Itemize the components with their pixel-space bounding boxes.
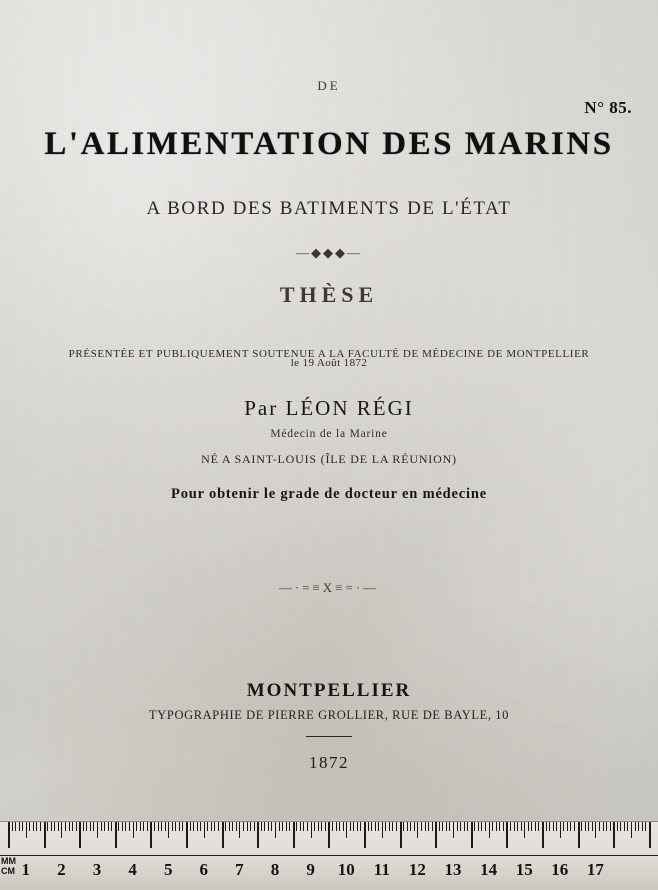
ruler-number: 12 [408,860,426,879]
ruler-tick [560,822,561,838]
ruler-tick [58,822,59,831]
ruler-tick [449,822,450,831]
ruler-tick [12,822,13,831]
ruler-tick [140,822,141,831]
ruler-tick [563,822,564,831]
ruler-tick [279,822,280,831]
ruler-number: 3 [92,860,102,879]
ruler-tick [133,822,134,838]
ruler-tick [254,822,255,831]
ruler-tick [19,822,20,831]
ruler-tick [61,822,62,838]
ruler-tick [603,822,604,831]
ruler-tick [407,822,408,831]
ruler-number: 11 [373,860,390,879]
ruler-tick [439,822,440,831]
author-role: Médecin de la Marine [270,428,388,440]
ruler-tick [421,822,422,831]
ruler-tick [97,822,98,838]
ruler-tick [506,822,508,848]
ruler-tick [328,822,330,848]
ruler-tick [65,822,66,831]
ruler-number: 15 [515,860,533,879]
author-birthplace: NÉ A SAINT-LOUIS (ÎLE DE LA RÉUNION) [201,452,457,466]
ruler-tick [300,822,301,831]
ruler-tick [635,822,636,831]
ruler-tick [197,822,198,831]
ruler-tick [585,822,586,831]
ruler-tick [592,822,593,831]
ruler-tick [574,822,575,831]
ruler-tick [165,822,166,831]
ruler-tick [549,822,550,831]
ruler-number: 1 [21,860,31,879]
ruler-tick [26,822,27,838]
ruler-tick [357,822,358,831]
ruler-tick [588,822,589,831]
ruler-tick [471,822,473,848]
ruler-tick [538,822,539,831]
page-subtitle: A BORD DES BATIMENTS DE L'ÉTAT [146,198,512,219]
ruler-tick [229,822,230,831]
ruler-tick [172,822,173,831]
author-name: Par LÉON RÉGI [244,396,414,420]
ruler-tick [222,822,224,848]
ruler-tick [453,822,454,838]
these-heading: THÈSE [279,282,379,307]
ruler-tick [378,822,379,831]
ruler-tick [606,822,607,831]
ruler-tick [318,822,319,831]
ruler-tick [186,822,188,848]
ruler-tick [250,822,251,831]
defense-date: le 19 Août 1872 [290,357,368,369]
ruler-tick [44,822,46,848]
ruler-tick [232,822,233,831]
ruler-tick [610,822,611,831]
ruler-tick [83,822,84,831]
ruler-tick [556,822,557,831]
ruler-tick [446,822,447,831]
ruler-number: 5 [163,860,173,879]
ruler-tick [325,822,326,831]
ruler-tick [122,822,123,831]
ruler-tick [336,822,337,831]
ruler-tick [467,822,468,831]
ruler-tick [542,822,544,848]
ruler-tick [414,822,415,831]
ruler-unit-label [1,856,16,876]
ruler-tick [296,822,297,831]
ruler-tick [360,822,361,831]
ruler-tick [264,822,265,831]
ruler-tick [489,822,490,838]
ruler-tick [158,822,159,831]
ruler-tick [275,822,276,838]
ruler-tick [182,822,183,831]
ruler-tick [578,822,580,848]
ruler-tick [303,822,304,831]
ruler-tick [108,822,109,831]
ruler-number: 4 [128,860,137,879]
ruler-tick [15,822,16,831]
ruler-tick [168,822,169,838]
degree-purpose: Pour obtenir le grade de docteur en médecine [171,486,487,502]
ruler-number: 17 [586,860,604,879]
ruler-tick [54,822,55,831]
ruler-tick [521,822,522,831]
ruler-tick [190,822,191,831]
ruler-tick [599,822,600,831]
ruler-tick [492,822,493,831]
ruler-ticks [0,822,658,856]
ruler-tick [211,822,212,831]
ruler-tick [8,822,10,848]
ruler-tick [371,822,372,831]
ruler-tick [136,822,137,831]
ruler-tick [243,822,244,831]
ruler-tick [531,822,532,831]
ruler-tick [161,822,162,831]
ruler-tick [33,822,34,831]
ruler-tick [382,822,383,838]
presentation-statement: PRÉSENTÉE ET PUBLIQUEMENT SOUTENUE A LA FACULTÉ DE MÉDECINE DE MONTPELLIER [68,348,590,360]
ruler-tick [496,822,497,831]
ruler-tick [570,822,571,831]
ruler-tick [40,822,41,831]
ruler-tick [207,822,208,831]
printer-imprint: TYPOGRAPHIE DE PIERRE GROLLIER, RUE DE BAYLE, 10 [149,708,509,722]
ruler-unit-cm: CM [1,866,15,876]
ruler-number: 9 [306,860,315,879]
ruler-tick [627,822,628,831]
ruler-tick [617,822,618,831]
ruler-tick [218,822,219,831]
ruler-tick [282,822,283,831]
ruler-tick [22,822,23,831]
ruler-tick [69,822,70,831]
ruler-tick [311,822,312,838]
ruler-tick [286,822,287,831]
ruler-tick [638,822,639,831]
ruler-tick [193,822,194,831]
ruler-tick [613,822,615,848]
ruler-tick [332,822,333,831]
ruler-number: 2 [57,860,66,879]
ruler-tick [396,822,397,831]
ruler-tick [343,822,344,831]
ruler-tick [111,822,112,831]
ruler-tick [51,822,52,831]
ruler-tick [350,822,351,831]
ruler-tick [432,822,433,831]
ruler-tick [464,822,465,831]
ruler-tick [364,822,366,848]
ornament-divider-top-icon: —◆◆◆— [296,245,362,260]
ruler-tick [410,822,411,831]
ruler-tick [29,822,30,831]
ruler-tick [204,822,205,838]
ruler-tick [503,822,504,831]
ruler-tick [368,822,369,831]
ruler-tick [90,822,91,831]
ruler-labels [0,856,658,890]
ruler-tick [375,822,376,831]
ruler-tick [150,822,152,848]
ruler-tick [400,822,402,848]
ruler-tick [485,822,486,831]
ruler-tick [93,822,94,831]
ruler-tick [225,822,226,831]
ruler-tick [125,822,126,831]
ruler-tick [442,822,443,831]
ruler-tick [200,822,201,831]
ruler-number: 14 [480,860,498,879]
ruler-tick [517,822,518,831]
ruler-tick [115,822,117,848]
ruler-tick [247,822,248,831]
ruler-tick [645,822,646,831]
ruler-tick [528,822,529,831]
ruler-tick [535,822,536,831]
publication-year: 1872 [309,753,349,772]
ruler-tick [435,822,437,848]
ruler-tick [118,822,119,831]
ruler-tick [236,822,237,831]
ruler-tick [481,822,482,831]
ruler-tick [321,822,322,831]
ruler-tick [179,822,180,831]
ruler-number: 10 [337,860,355,879]
ruler-tick [546,822,547,831]
ruler-tick [581,822,582,831]
ruler-tick [389,822,390,831]
ruler-tick [624,822,625,831]
ruler-tick [314,822,315,831]
ruler-tick [457,822,458,831]
ruler-tick [101,822,102,831]
ruler-tick [510,822,511,831]
ruler-tick [385,822,386,831]
ruler-tick [642,822,643,831]
ruler-tick [417,822,418,838]
ruler-number: 7 [235,860,244,879]
ruler-tick [307,822,308,831]
ruler-number: 13 [444,860,462,879]
ruler-tick [499,822,500,831]
ruler-tick [403,822,404,831]
ruler-tick [649,822,651,848]
ruler-tick [239,822,240,838]
ruler-tick [154,822,155,831]
ruler-tick [289,822,290,831]
ruler-number: 6 [199,860,209,879]
ruler-tick [175,822,176,831]
ruler-tick [425,822,426,831]
ruler-number: 16 [551,860,569,879]
ruler-tick [47,822,48,831]
ruler-tick [129,822,130,831]
ruler-tick [478,822,479,831]
ruler-tick [271,822,272,831]
ruler-tick [474,822,475,831]
ruler-number: 8 [270,860,280,879]
ruler-tick [567,822,568,831]
scale-ruler [0,821,658,890]
publication-city: MONTPELLIER [246,680,412,701]
ruler-tick [392,822,393,831]
preposition-de: DE [317,78,341,93]
ruler-tick [293,822,295,848]
ruler-tick [353,822,354,831]
ruler-tick [553,822,554,831]
ruler-tick [346,822,347,838]
page-title: L'ALIMENTATION DES MARINS [44,126,614,162]
ruler-tick [524,822,525,838]
ruler-tick [72,822,73,831]
ruler-tick [620,822,621,831]
ruler-tick [76,822,77,831]
ruler-tick [261,822,262,831]
ruler-tick [257,822,259,848]
ruler-tick [428,822,429,831]
ruler-tick [79,822,81,848]
ruler-tick [143,822,144,831]
ruler-tick [104,822,105,831]
ruler-tick [147,822,148,831]
ruler-tick [595,822,596,838]
catalog-number: N° 85. [584,98,632,117]
ruler-tick [214,822,215,831]
imprint-rule [306,736,352,737]
ruler-tick [36,822,37,831]
ruler-tick [268,822,269,831]
ornament-divider-bottom-icon: —·=≡X≡=·— [278,580,380,595]
ruler-tick [631,822,632,838]
ruler-tick [339,822,340,831]
ruler-tick [460,822,461,831]
ruler-unit-mm: MM [1,856,16,866]
ruler-tick [514,822,515,831]
ruler-tick [86,822,87,831]
